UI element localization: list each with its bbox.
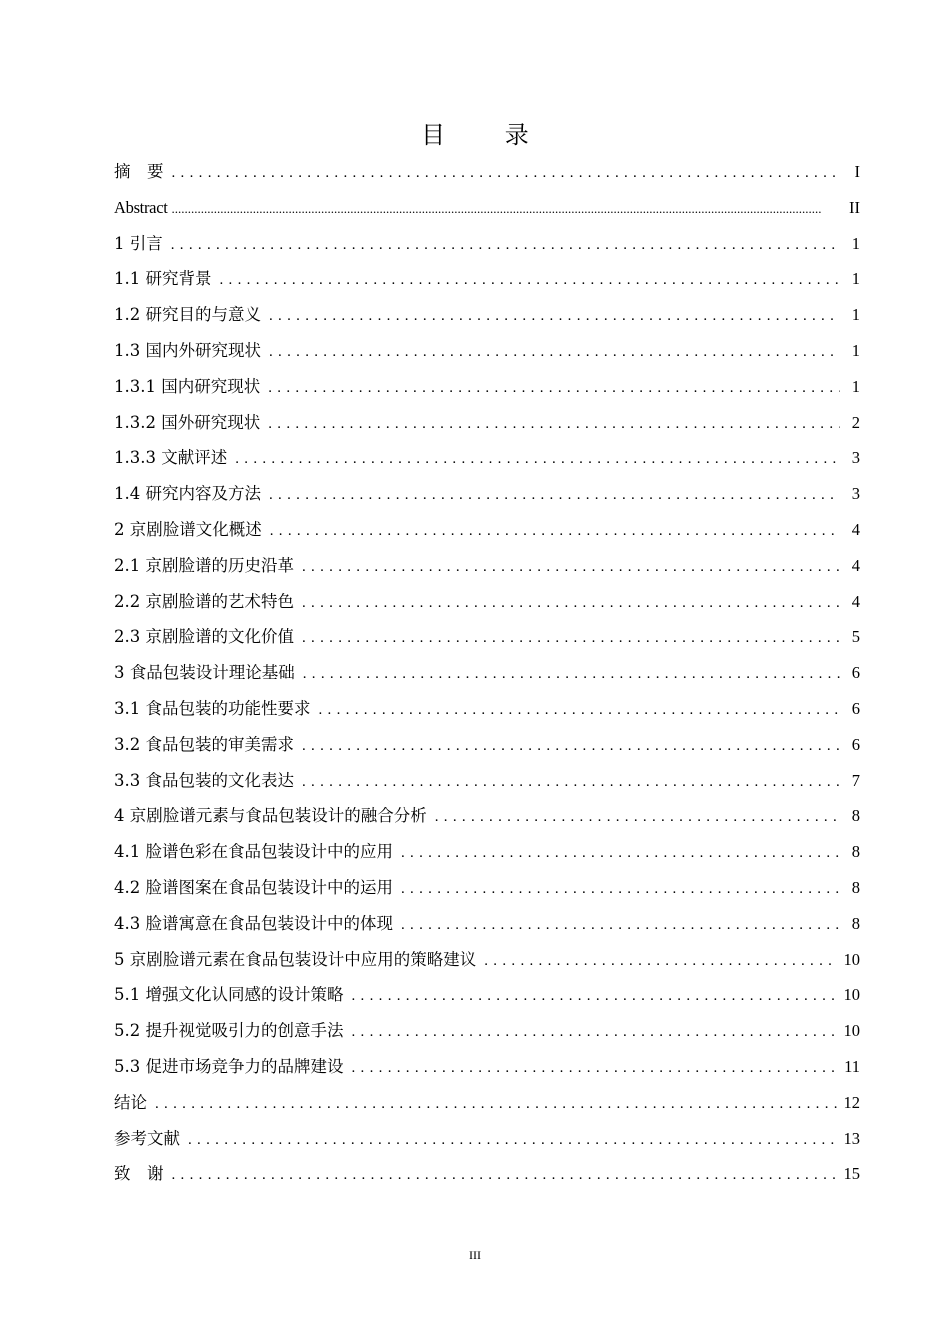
toc-entry[interactable]: [114, 190, 860, 226]
toc-entry[interactable]: [114, 691, 860, 727]
toc-entry-label: 2 京剧脸谱文化概述: [114, 519, 262, 539]
toc-entry-label: 1.3.3 文献评述: [114, 448, 228, 468]
toc-entry-label: 3 食品包装设计理论基础: [114, 663, 295, 683]
toc-entry[interactable]: [114, 476, 860, 512]
toc-entry-label: 5.2 提升视觉吸引力的创意手法: [114, 1021, 344, 1041]
toc-entry[interactable]: [114, 512, 860, 548]
toc-entry-label: 结论: [114, 1092, 147, 1112]
toc-entry-label: 3.1 食品包装的功能性要求: [114, 698, 311, 718]
toc-leader-dots: [435, 800, 840, 836]
toc-entry-page-number: 11: [844, 1056, 860, 1076]
toc-entry-label: 1.4 研究内容及方法: [114, 484, 261, 504]
toc-leader-dots: [171, 228, 840, 264]
toc-entry-label: 2.2 京剧脸谱的艺术特色: [114, 591, 294, 611]
toc-entry-label: 致 谢: [114, 1164, 164, 1184]
toc-entry[interactable]: [114, 226, 860, 262]
toc-leader-dots: [172, 1158, 838, 1194]
toc-entry-label: 1.3 国内外研究现状: [114, 340, 261, 360]
toc-entry-page-number: 1: [851, 376, 860, 396]
toc-leader-dots: [268, 407, 840, 443]
toc-entry-label: 5 京剧脸谱元素在食品包装设计中应用的策略建议: [114, 949, 477, 969]
toc-entry-page-number: 2: [851, 412, 860, 432]
toc-leader-dots: [302, 550, 840, 586]
toc-entry-page-number: 5: [851, 627, 860, 647]
toc-leader-dots: [484, 944, 837, 980]
toc-entry-page-number: 4: [851, 591, 860, 611]
toc-entry-label: 4.3 脸谱寓意在食品包装设计中的体现: [114, 913, 393, 933]
toc-entry[interactable]: [114, 1156, 860, 1192]
toc-entry-label: 3.3 食品包装的文化表达: [114, 770, 294, 790]
toc-entry-page-number: 4: [851, 555, 860, 575]
toc-entry-page-number: 13: [843, 1128, 860, 1148]
toc-entry[interactable]: [114, 297, 860, 333]
toc-entry[interactable]: [114, 154, 860, 190]
toc-entry[interactable]: [114, 1049, 860, 1085]
toc-entry[interactable]: [114, 369, 860, 405]
toc-entry[interactable]: [114, 942, 860, 978]
toc-entry[interactable]: [114, 405, 860, 441]
toc-entry-label: 1.3.1 国内研究现状: [114, 376, 261, 396]
toc-entry[interactable]: [114, 798, 860, 834]
toc-leader-dots: [269, 299, 840, 335]
toc-entry-label: 4 京剧脸谱元素与食品包装设计的融合分析: [114, 806, 427, 826]
toc-entry-page-number: 12: [843, 1092, 860, 1112]
toc-entry[interactable]: [114, 1013, 860, 1049]
toc-entry[interactable]: [114, 619, 860, 655]
toc-leader-dots: [352, 1015, 838, 1051]
toc-leader-dots: [235, 442, 840, 478]
toc-leader-dots: [172, 191, 843, 227]
toc-leader-dots: [302, 765, 840, 801]
toc-leader-dots: [401, 836, 840, 872]
toc-entry-page-number: 8: [851, 842, 860, 862]
toc-entry[interactable]: [114, 977, 860, 1013]
toc-entry-page-number: 15: [843, 1164, 860, 1184]
toc-entry[interactable]: [114, 440, 860, 476]
toc-entry[interactable]: [114, 834, 860, 870]
toc-entry-label: 2.3 京剧脸谱的文化价值: [114, 627, 294, 647]
toc-entry-page-number: 1: [851, 233, 860, 253]
toc-entry[interactable]: [114, 1085, 860, 1121]
toc-leader-dots: [352, 1051, 839, 1087]
toc-leader-dots: [302, 729, 840, 765]
toc-entry-page-number: 10: [843, 1021, 860, 1041]
toc-entry-label: 5.3 促进市场竞争力的品牌建设: [114, 1056, 344, 1076]
toc-entry-page-number: 8: [851, 913, 860, 933]
toc-entry[interactable]: [114, 870, 860, 906]
toc-entry-label: 1 引言: [114, 233, 163, 253]
table-of-contents: [114, 154, 860, 1192]
toc-leader-dots: [188, 1123, 838, 1159]
toc-leader-dots: [401, 872, 840, 908]
toc-leader-dots: [302, 621, 840, 657]
toc-entry-page-number: 3: [851, 448, 860, 468]
toc-entry[interactable]: [114, 727, 860, 763]
toc-entry-label: 1.1 研究背景: [114, 269, 212, 289]
toc-entry-page-number: 1: [851, 305, 860, 325]
toc-leader-dots: [401, 908, 840, 944]
toc-entry-page-number: 8: [851, 806, 860, 826]
toc-entry-page-number: II: [849, 197, 860, 217]
toc-entry-page-number: 3: [851, 484, 860, 504]
toc-leader-dots: [302, 586, 840, 622]
toc-entry-page-number: I: [854, 162, 860, 181]
toc-leader-dots: [172, 156, 841, 192]
toc-entry-page-number: 6: [851, 698, 860, 718]
toc-entry-page-number: 8: [851, 877, 860, 897]
toc-leader-dots: [220, 263, 841, 299]
toc-entry[interactable]: [114, 763, 860, 799]
toc-entry[interactable]: [114, 333, 860, 369]
page-title: 目 录: [421, 121, 555, 149]
toc-entry-page-number: 6: [851, 734, 860, 754]
toc-entry-label: 摘 要: [114, 162, 164, 181]
toc-entry[interactable]: [114, 261, 860, 297]
footer-page-number: III: [469, 1248, 481, 1262]
toc-entry[interactable]: [114, 1121, 860, 1157]
toc-entry[interactable]: [114, 655, 860, 691]
toc-leader-dots: [303, 657, 840, 693]
toc-entry-label: 5.1 增强文化认同感的设计策略: [114, 985, 344, 1005]
toc-entry-page-number: 10: [843, 949, 860, 969]
toc-entry[interactable]: [114, 584, 860, 620]
toc-entry-page-number: 10: [843, 985, 860, 1005]
toc-leader-dots: [352, 979, 838, 1015]
toc-entry-label: 1.3.2 国外研究现状: [114, 412, 261, 432]
toc-leader-dots: [269, 335, 840, 371]
toc-entry-page-number: 6: [851, 663, 860, 683]
toc-entry-label: 4.1 脸谱色彩在食品包装设计中的应用: [114, 842, 393, 862]
toc-entry-page-number: 7: [851, 770, 860, 790]
toc-entry-label: 3.2 食品包装的审美需求: [114, 734, 294, 754]
toc-entry-label: 1.2 研究目的与意义: [114, 305, 261, 325]
toc-leader-dots: [319, 693, 841, 729]
toc-entry-label: Abstract: [114, 197, 168, 217]
toc-entry[interactable]: [114, 548, 860, 584]
toc-entry-page-number: 4: [851, 519, 860, 539]
toc-leader-dots: [155, 1087, 838, 1123]
toc-entry[interactable]: [114, 906, 860, 942]
toc-entry-page-number: 1: [851, 340, 860, 360]
toc-entry-label: 参考文献: [114, 1128, 180, 1148]
toc-leader-dots: [268, 371, 840, 407]
toc-entry-page-number: 1: [851, 269, 860, 289]
toc-entry-label: 2.1 京剧脸谱的历史沿革: [114, 555, 294, 575]
toc-leader-dots: [270, 514, 840, 550]
toc-entry-label: 4.2 脸谱图案在食品包装设计中的运用: [114, 877, 393, 897]
toc-leader-dots: [269, 478, 840, 514]
